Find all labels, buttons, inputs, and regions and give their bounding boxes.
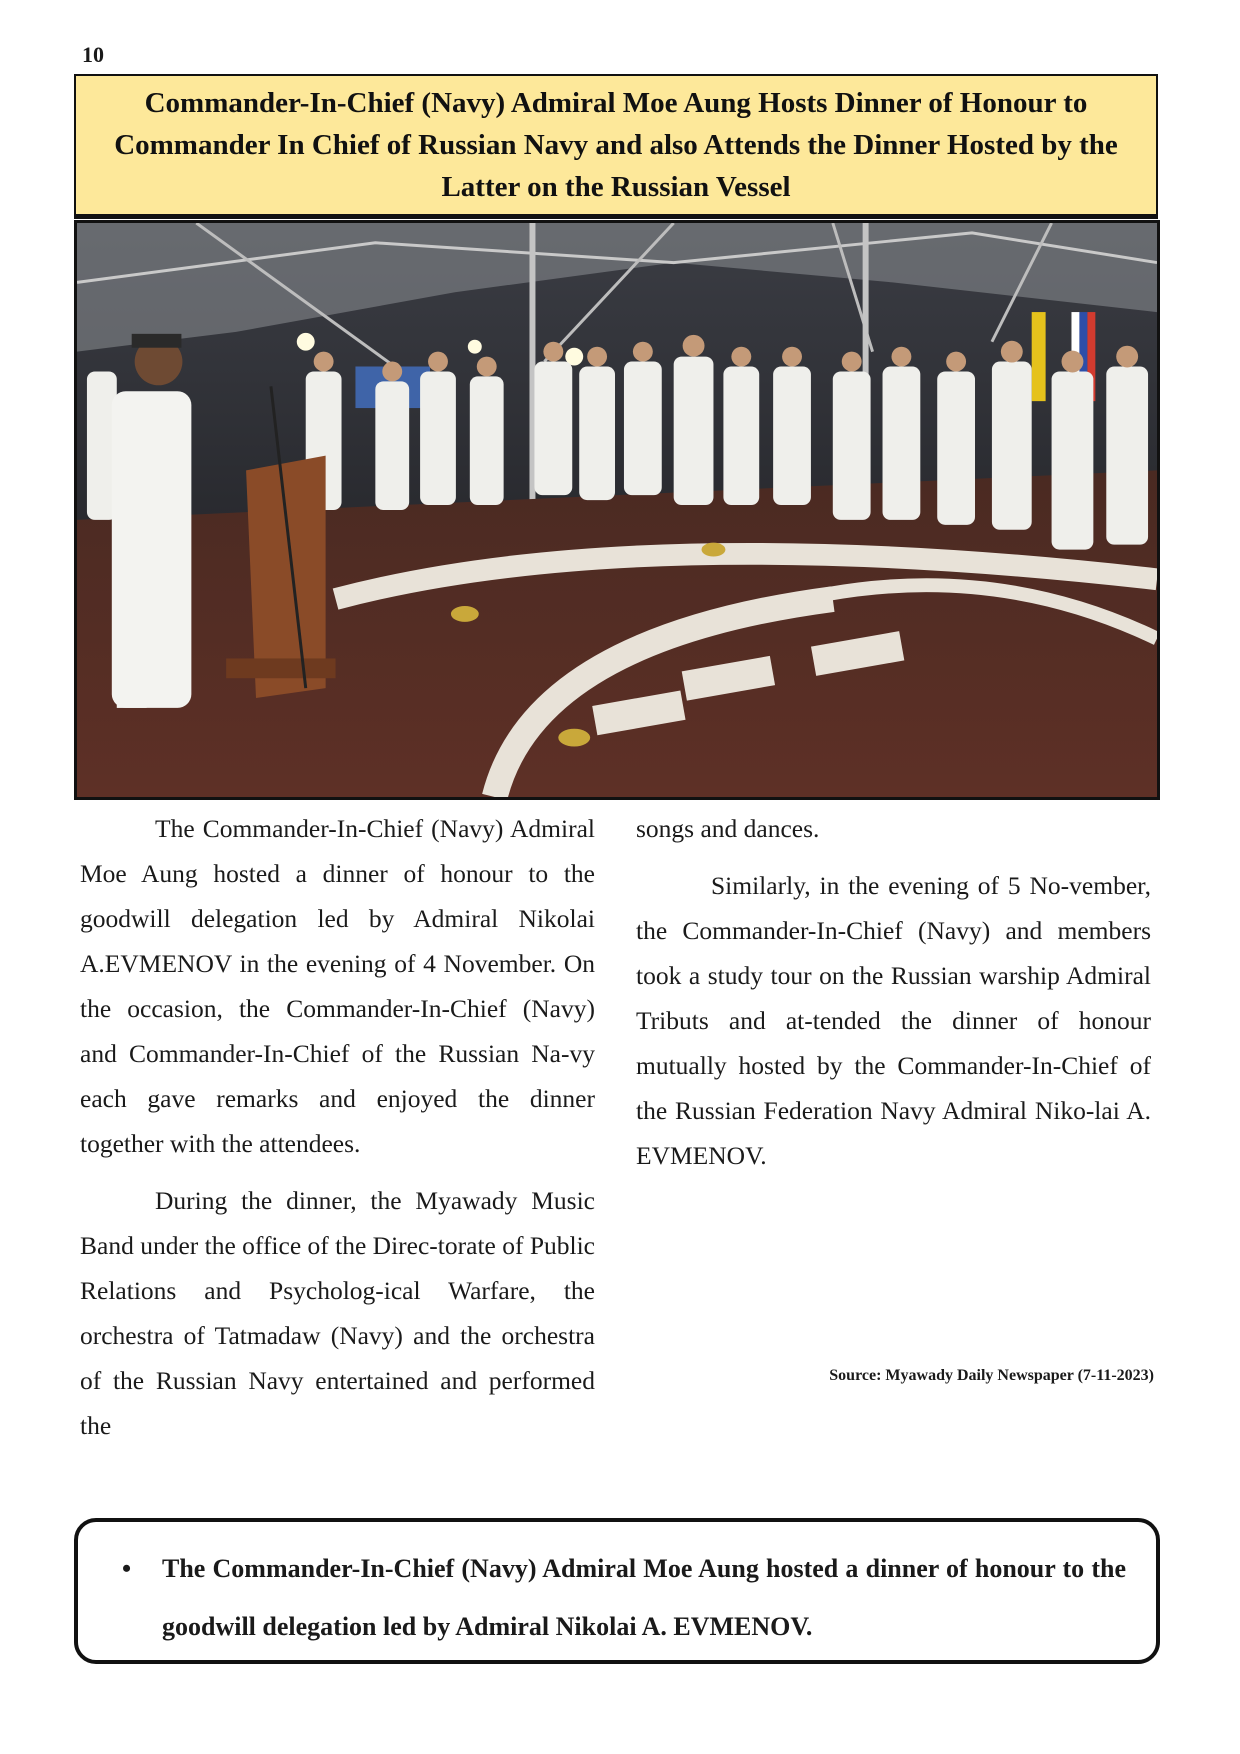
bullet-icon: • (122, 1554, 132, 1583)
article-paragraph-2-continuation: songs and dances. (636, 814, 820, 843)
article-paragraph-3: Similarly, in the evening of 5 No-vember, the Commander-In-Chief (Navy) and members took a study tour on the Russian warship Admiral Tributs and at-tended the dinner of honour mutually hosted by the Commander-In-Chief of the Russian Federation Navy Admiral Niko-lai A. EVMENOV. (636, 871, 1151, 1170)
summary-item (122, 1540, 1126, 1656)
headline: Commander-In-Chief (Navy) Admiral Moe Aung Hosts Dinner of Honour to Commander In Chief of Russian Navy and also Attends the Dinner Hosted by the Latter on the Russian Vessel (114, 87, 1118, 203)
page-number: 10 (82, 42, 104, 67)
article-paragraph-2: During the dinner, the Myawady Music Band under the office of the Direc-torate of Public Relations and Psycholog-ical Warfare, the orchestra of Tatmadaw (Navy) and the orchestra of the Russian Navy entertained and performed the (80, 1186, 596, 1440)
summary-list (122, 1540, 1126, 1656)
summary-text: The Commander-In-Chief (Navy) Admiral Moe Aung hosted a dinner of honour to the goodwill delegation led by Admiral Nikolai A. EVMENOV. (162, 1554, 1126, 1641)
event-photo (74, 220, 1160, 800)
summary-box (74, 1518, 1160, 1664)
source-credit: Source: Myawady Daily Newspaper (7-11-2023) (829, 1367, 1154, 1384)
headline-box (74, 74, 1158, 216)
article-right-column (636, 806, 1151, 1178)
article-left-column (80, 806, 595, 1448)
article-paragraph-1: The Commander-In-Chief (Navy) Admiral Moe Aung hosted a dinner of honour to the goodwill delegation led by Admiral Nikolai A.EVMENOV in the evening of 4 November. On the occasion, the Commander-In-Chief (Navy) and Commander-In-Chief of the Russian Na-vy each gave remarks and enjoyed the dinner together with the attendees. (80, 814, 595, 1158)
deck-ceremony-illustration (77, 223, 1157, 797)
